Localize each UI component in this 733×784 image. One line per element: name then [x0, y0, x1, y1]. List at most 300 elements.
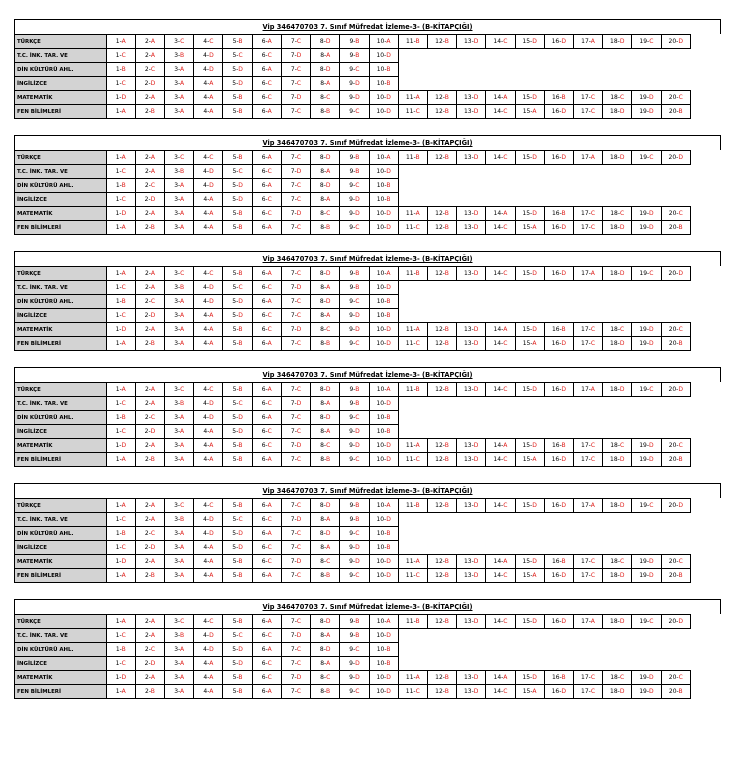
empty-cell	[515, 63, 544, 77]
question-number: 7-	[290, 93, 297, 101]
answer-cell	[632, 439, 661, 453]
answer-cell	[252, 295, 281, 309]
answer-cell	[281, 685, 310, 699]
answer-cell	[252, 425, 281, 439]
answer-cell	[632, 685, 661, 699]
question-number: 1-	[115, 385, 122, 393]
question-number: 2-	[144, 543, 151, 551]
question-number: 9-	[349, 167, 356, 175]
question-number: 1-	[115, 93, 122, 101]
answer-cell	[311, 281, 340, 295]
empty-cell	[632, 309, 661, 323]
answer-letter: D	[473, 209, 479, 217]
question-number: 1-	[115, 427, 122, 435]
question-number: 10-	[376, 167, 387, 175]
answer-cell	[281, 541, 310, 555]
answer-letter: D	[386, 399, 391, 407]
question-number: 19-	[639, 441, 650, 449]
question-number: 2-	[144, 427, 151, 435]
answer-letter: C	[503, 571, 508, 579]
question-number: 19-	[639, 557, 650, 565]
subject-name: MATEMATİK	[15, 91, 107, 105]
answer-cell	[252, 439, 281, 453]
answer-letter: A	[267, 153, 272, 161]
answer-cell	[106, 555, 135, 569]
answer-cell	[281, 499, 310, 513]
question-number: 12-	[435, 339, 445, 347]
question-number: 1-	[115, 659, 122, 667]
question-number: 16-	[551, 339, 562, 347]
question-number: 3-	[174, 311, 181, 319]
answer-cell	[398, 35, 427, 49]
answer-cell	[106, 513, 135, 527]
answer-cell	[194, 105, 223, 119]
answer-letter: B	[386, 79, 391, 87]
answer-letter: A	[209, 557, 214, 565]
answer-cell	[369, 323, 398, 337]
question-number: 19-	[639, 455, 650, 463]
question-number: 5-	[232, 413, 239, 421]
answer-letter: A	[267, 269, 272, 277]
question-number: 8-	[319, 529, 326, 537]
answer-cell	[544, 337, 573, 351]
answer-cell	[603, 151, 632, 165]
question-number: 4-	[203, 687, 210, 695]
empty-cell	[486, 165, 515, 179]
question-number: 6-	[261, 557, 268, 565]
answer-letter: C	[590, 673, 596, 681]
answer-letter: D	[678, 153, 683, 161]
empty-cell	[544, 281, 573, 295]
answer-cell	[486, 221, 515, 235]
answer-letter: C	[355, 455, 360, 463]
question-number: 9-	[349, 153, 356, 161]
answer-letter: B	[238, 617, 243, 625]
answer-letter: A	[180, 311, 185, 319]
question-number: 19-	[639, 325, 650, 333]
answer-cell	[194, 221, 223, 235]
empty-cell	[544, 165, 573, 179]
answer-letter: A	[267, 339, 272, 347]
question-number: 2-	[145, 687, 151, 695]
answer-key-table	[14, 266, 691, 351]
question-number: 5-	[232, 269, 239, 277]
answer-letter: A	[532, 107, 537, 115]
answer-letter: C	[649, 617, 654, 625]
answer-letter: C	[267, 631, 272, 639]
question-number: 16-	[551, 153, 562, 161]
answer-cell	[369, 643, 398, 657]
answer-cell	[369, 499, 398, 513]
answer-cell	[340, 513, 369, 527]
question-number: 2-	[144, 93, 151, 101]
question-number: 17-	[581, 687, 591, 695]
answer-cell	[223, 267, 252, 281]
empty-cell	[544, 63, 573, 77]
question-number: 8-	[320, 283, 327, 291]
answer-cell	[223, 513, 252, 527]
answer-letter: C	[326, 325, 331, 333]
question-number: 18-	[610, 153, 620, 161]
question-number: 13-	[463, 687, 474, 695]
answer-letter: B	[238, 385, 243, 393]
question-number: 1-	[115, 515, 122, 523]
answer-letter: C	[296, 65, 302, 73]
answer-letter: C	[238, 51, 243, 59]
answer-cell	[135, 555, 164, 569]
answer-cell	[398, 383, 427, 397]
answer-letter: A	[121, 617, 126, 625]
answer-letter: D	[386, 441, 391, 449]
answer-cell	[106, 527, 135, 541]
answer-letter: B	[326, 687, 331, 695]
answer-key-block	[14, 599, 721, 699]
subject-row	[15, 657, 691, 671]
question-number: 5-	[232, 571, 239, 579]
empty-cell	[515, 179, 544, 193]
empty-cell	[398, 657, 427, 671]
answer-cell	[223, 527, 252, 541]
question-number: 4-	[203, 529, 210, 537]
answer-letter: A	[121, 223, 126, 231]
answer-cell	[106, 671, 135, 685]
answer-letter: C	[503, 153, 508, 161]
empty-cell	[603, 513, 632, 527]
answer-letter: C	[503, 501, 508, 509]
answer-letter: D	[296, 325, 302, 333]
answer-key-table	[14, 150, 691, 235]
question-number: 10-	[376, 223, 387, 231]
answer-letter: B	[444, 223, 449, 231]
answer-letter: B	[238, 501, 243, 509]
answer-letter: A	[209, 687, 214, 695]
answer-cell	[252, 221, 281, 235]
question-number: 8-	[320, 543, 327, 551]
question-number: 3-	[174, 659, 181, 667]
answer-cell	[340, 629, 369, 643]
question-number: 12-	[435, 441, 445, 449]
answer-cell	[369, 527, 398, 541]
answer-letter: B	[444, 209, 449, 217]
answer-cell	[486, 499, 515, 513]
answer-letter: C	[590, 107, 596, 115]
answer-cell	[135, 685, 164, 699]
question-number: 2-	[144, 501, 151, 509]
answer-cell	[661, 323, 690, 337]
answer-cell	[223, 77, 252, 91]
empty-cell	[544, 513, 573, 527]
answer-key-table	[14, 614, 691, 699]
question-number: 4-	[203, 167, 210, 175]
empty-cell	[457, 425, 486, 439]
question-number: 4-	[203, 325, 210, 333]
answer-letter: C	[121, 399, 126, 407]
subject-name: T.C. İNK. TAR. VE	[15, 49, 107, 63]
question-number: 10-	[376, 617, 387, 625]
answer-cell	[398, 323, 427, 337]
question-number: 10-	[376, 515, 387, 523]
answer-cell	[135, 425, 164, 439]
question-number: 17-	[581, 325, 591, 333]
answer-cell	[281, 383, 310, 397]
answer-letter: B	[561, 209, 566, 217]
answer-letter: D	[532, 325, 537, 333]
question-number: 6-	[261, 385, 268, 393]
answer-letter: D	[532, 93, 537, 101]
answer-cell	[281, 267, 310, 281]
question-number: 10-	[376, 543, 387, 551]
question-number: 2-	[145, 223, 151, 231]
answer-letter: D	[325, 501, 331, 509]
answer-cell	[165, 193, 194, 207]
answer-cell	[457, 207, 486, 221]
answer-letter: C	[590, 325, 596, 333]
answer-cell	[165, 555, 194, 569]
answer-letter: C	[503, 385, 508, 393]
question-number: 10-	[376, 501, 387, 509]
answer-cell	[194, 569, 223, 583]
answer-letter: C	[415, 687, 420, 695]
answer-letter: D	[386, 455, 391, 463]
question-number: 3-	[174, 65, 181, 73]
question-number: 17-	[581, 501, 591, 509]
empty-cell	[486, 63, 515, 77]
question-number: 8-	[320, 167, 327, 175]
answer-letter: A	[150, 399, 155, 407]
question-number: 5-	[232, 557, 239, 565]
answer-cell	[544, 383, 573, 397]
empty-cell	[661, 49, 690, 63]
answer-letter: D	[325, 617, 331, 625]
answer-letter: D	[386, 51, 391, 59]
question-number: 9-	[349, 311, 356, 319]
answer-letter: A	[209, 325, 214, 333]
answer-letter: A	[121, 455, 126, 463]
answer-letter: A	[326, 659, 331, 667]
question-number: 13-	[463, 107, 474, 115]
empty-cell	[573, 657, 602, 671]
question-number: 5-	[232, 631, 239, 639]
answer-cell	[340, 411, 369, 425]
question-number: 10-	[376, 79, 387, 87]
answer-letter: A	[180, 195, 185, 203]
question-number: 3-	[174, 617, 181, 625]
empty-cell	[457, 63, 486, 77]
answer-letter: D	[649, 673, 654, 681]
empty-cell	[603, 179, 632, 193]
answer-cell	[340, 615, 369, 629]
answer-letter: A	[386, 153, 391, 161]
answer-cell	[457, 35, 486, 49]
answer-letter: D	[473, 339, 479, 347]
answer-cell	[340, 425, 369, 439]
answer-letter: B	[415, 385, 420, 393]
question-number: 13-	[463, 617, 474, 625]
answer-letter: D	[473, 673, 479, 681]
answer-cell	[369, 207, 398, 221]
answer-cell	[165, 569, 194, 583]
answer-cell	[369, 541, 398, 555]
subject-name: T.C. İNK. TAR. VE	[15, 513, 107, 527]
answer-letter: D	[532, 209, 537, 217]
answer-letter: D	[325, 181, 331, 189]
answer-cell	[486, 207, 515, 221]
empty-cell	[427, 527, 456, 541]
answer-cell	[165, 63, 194, 77]
answer-cell	[369, 425, 398, 439]
answer-cell	[194, 151, 223, 165]
answer-letter: B	[121, 413, 126, 421]
question-number: 20-	[668, 455, 679, 463]
question-number: 15-	[522, 93, 533, 101]
empty-cell	[457, 411, 486, 425]
question-number: 19-	[639, 93, 650, 101]
answer-letter: A	[209, 79, 214, 87]
answer-cell	[311, 151, 340, 165]
question-number: 17-	[581, 153, 591, 161]
answer-letter: A	[121, 153, 126, 161]
answer-letter: D	[678, 385, 683, 393]
answer-letter: D	[150, 427, 156, 435]
answer-letter: B	[355, 385, 360, 393]
empty-cell	[457, 295, 486, 309]
answer-cell	[194, 337, 223, 351]
answer-letter: D	[386, 283, 391, 291]
subject-row	[15, 49, 691, 63]
answer-cell	[398, 615, 427, 629]
answer-letter: A	[121, 501, 126, 509]
answer-letter: A	[121, 339, 126, 347]
answer-letter: A	[503, 93, 508, 101]
question-number: 6-	[261, 631, 268, 639]
question-number: 15-	[522, 153, 533, 161]
subject-row	[15, 671, 691, 685]
question-number: 5-	[232, 339, 239, 347]
question-number: 14-	[493, 455, 504, 463]
answer-letter: B	[444, 557, 449, 565]
answer-letter: B	[355, 501, 360, 509]
answer-letter: C	[503, 687, 508, 695]
answer-cell	[398, 499, 427, 513]
answer-cell	[340, 221, 369, 235]
answer-cell	[165, 615, 194, 629]
question-number: 7-	[290, 181, 297, 189]
answer-letter: B	[444, 673, 449, 681]
answer-cell	[311, 207, 340, 221]
question-number: 14-	[493, 557, 504, 565]
question-number: 19-	[639, 107, 650, 115]
subject-name: TÜRKÇE	[15, 151, 107, 165]
answer-cell	[632, 383, 661, 397]
question-number: 9-	[349, 209, 356, 217]
subject-name: TÜRKÇE	[15, 499, 107, 513]
answer-cell	[252, 411, 281, 425]
answer-letter: A	[150, 283, 155, 291]
question-number: 8-	[320, 93, 327, 101]
empty-cell	[486, 193, 515, 207]
answer-cell	[603, 569, 632, 583]
answer-letter: D	[386, 223, 391, 231]
empty-cell	[427, 513, 456, 527]
answer-letter: B	[415, 153, 420, 161]
answer-cell	[427, 323, 456, 337]
answer-cell	[544, 555, 573, 569]
answer-cell	[194, 397, 223, 411]
answer-cell	[106, 105, 135, 119]
question-number: 3-	[174, 645, 181, 653]
answer-cell	[252, 309, 281, 323]
answer-cell	[281, 411, 310, 425]
question-number: 11-	[405, 385, 416, 393]
answer-letter: D	[355, 79, 360, 87]
question-number: 17-	[581, 673, 591, 681]
question-number: 1-	[115, 557, 122, 565]
answer-letter: C	[355, 223, 360, 231]
answer-letter: D	[355, 557, 360, 565]
answer-cell	[252, 91, 281, 105]
question-number: 11-	[405, 441, 416, 449]
answer-cell	[106, 425, 135, 439]
question-number: 3-	[174, 181, 181, 189]
answer-letter: A	[121, 37, 126, 45]
answer-letter: A	[590, 617, 595, 625]
question-number: 19-	[639, 37, 650, 45]
subject-row	[15, 63, 691, 77]
empty-cell	[661, 643, 690, 657]
answer-letter: D	[355, 311, 360, 319]
answer-cell	[369, 411, 398, 425]
question-number: 17-	[581, 209, 591, 217]
answer-cell	[165, 179, 194, 193]
answer-letter: C	[267, 209, 272, 217]
question-number: 4-	[203, 673, 210, 681]
answer-letter: A	[503, 209, 508, 217]
question-number: 10-	[376, 385, 387, 393]
question-number: 13-	[463, 385, 474, 393]
subject-name: T.C. İNK. TAR. VE	[15, 165, 107, 179]
question-number: 13-	[463, 571, 474, 579]
answer-letter: D	[296, 515, 302, 523]
answer-cell	[544, 685, 573, 699]
answer-cell	[223, 323, 252, 337]
answer-cell	[398, 439, 427, 453]
question-number: 15-	[522, 37, 533, 45]
empty-cell	[544, 295, 573, 309]
question-number: 2-	[144, 311, 151, 319]
question-number: 8-	[319, 297, 326, 305]
answer-letter: B	[355, 269, 360, 277]
answer-letter: C	[121, 515, 126, 523]
answer-cell	[223, 179, 252, 193]
answer-letter: D	[649, 339, 654, 347]
answer-letter: B	[355, 153, 360, 161]
answer-letter: A	[209, 93, 214, 101]
question-number: 10-	[376, 209, 387, 217]
answer-cell	[311, 179, 340, 193]
answer-letter: A	[532, 687, 537, 695]
answer-cell	[194, 685, 223, 699]
answer-letter: C	[296, 529, 302, 537]
answer-letter: D	[296, 673, 302, 681]
subject-name: TÜRKÇE	[15, 35, 107, 49]
question-number: 20-	[668, 617, 679, 625]
question-number: 18-	[610, 325, 621, 333]
question-number: 16-	[551, 93, 562, 101]
answer-letter: C	[415, 571, 420, 579]
answer-letter: B	[678, 223, 683, 231]
question-number: 13-	[463, 455, 474, 463]
empty-cell	[573, 63, 602, 77]
